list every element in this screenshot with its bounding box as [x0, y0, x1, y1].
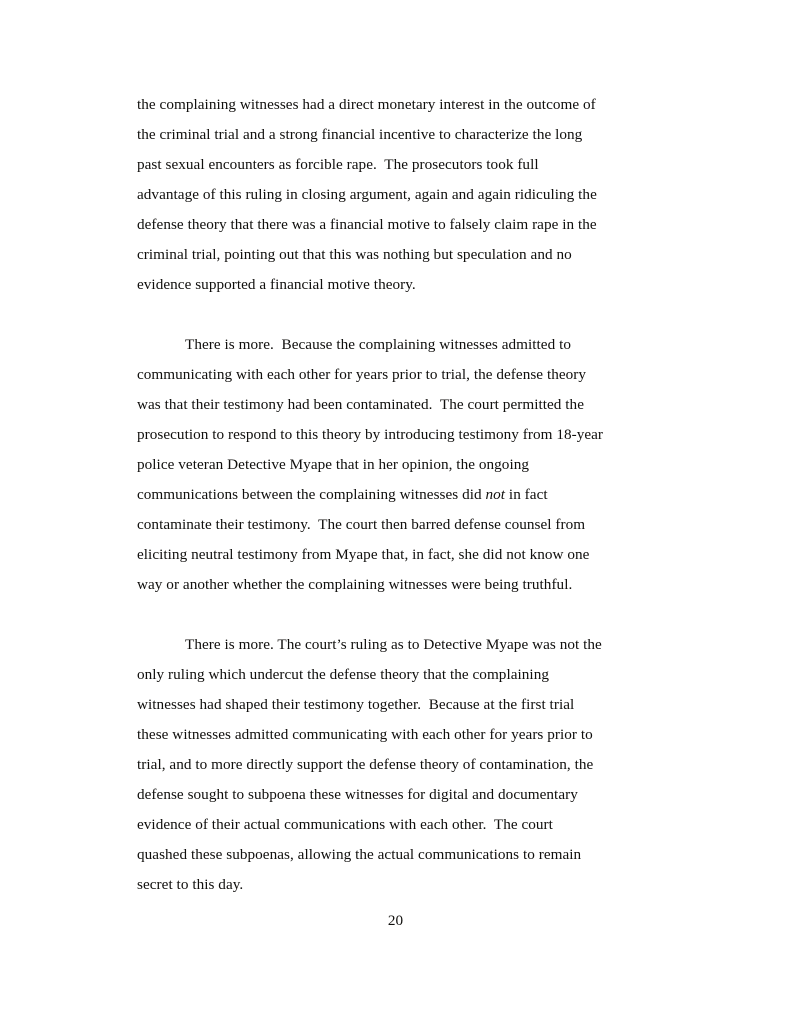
- paragraph-3-line-1: There is more. The court’s ruling as to Detective Myape was not the: [185, 636, 602, 653]
- document-body: [137, 90, 653, 900]
- paragraph-3-line-8: quashed these subpoenas, allowing the actual communications to remain: [137, 846, 582, 863]
- paragraph-3-line-9: secret to this day.: [137, 876, 244, 893]
- paragraph-3-line-4: these witnesses admitted communicating with each other for years prior to: [137, 726, 593, 743]
- paragraph-3-line-3: witnesses had shaped their testimony together. Because at the first trial: [137, 696, 575, 713]
- paragraph-3-line-6: defense sought to subpoena these witnesses for digital and documentary: [137, 786, 578, 803]
- paragraph-2-line-6-before-emphasis: communications between the complaining witnesses did: [137, 486, 486, 503]
- page-number: 20: [387, 912, 404, 929]
- paragraph-2-line-8: eliciting neutral testimony from Myape that, in fact, she did not know one: [137, 546, 590, 563]
- paragraph-1-line-5: defense theory that there was a financial motive to falsely claim rape in the: [137, 216, 597, 233]
- paragraph-2-line-2: communicating with each other for years prior to trial, the defense theory: [137, 366, 587, 383]
- paragraph-1-line-7: evidence supported a financial motive theory.: [137, 276, 416, 293]
- paragraph-1-line-2: the criminal trial and a strong financial incentive to characterize the long: [137, 126, 583, 143]
- paragraph-1-line-1: the complaining witnesses had a direct monetary interest in the outcome of: [137, 96, 596, 113]
- paragraph-2-line-6-after-emphasis: in fact: [505, 486, 548, 503]
- body-paragraph-1: [137, 90, 653, 300]
- paragraph-2-line-1: There is more. Because the complaining witnesses admitted to: [185, 336, 572, 353]
- paragraph-2-line-5: police veteran Detective Myape that in her opinion, the ongoing: [137, 456, 529, 473]
- paragraph-1-line-6: criminal trial, pointing out that this was nothing but speculation and no: [137, 246, 572, 263]
- paragraph-2-line-4: prosecution to respond to this theory by introducing testimony from 18-year: [137, 426, 604, 443]
- paragraph-2-line-9: way or another whether the complaining witnesses were being truthful.: [137, 576, 573, 593]
- body-paragraph-3: [137, 630, 653, 900]
- paragraph-2-line-3: was that their testimony had been contaminated. The court permitted the: [137, 396, 584, 413]
- paragraph-3-line-7: evidence of their actual communications with each other. The court: [137, 816, 553, 833]
- paragraph-3-line-2: only ruling which undercut the defense theory that the complaining: [137, 666, 549, 683]
- paragraph-1-line-4: advantage of this ruling in closing argument, again and again ridiculing the: [137, 186, 597, 203]
- body-paragraph-2: [137, 330, 653, 600]
- paragraph-3-line-5: trial, and to more directly support the defense theory of contamination, the: [137, 756, 594, 773]
- paragraph-1-line-3: past sexual encounters as forcible rape. The prosecutors took full: [137, 156, 539, 173]
- paragraph-2-line-7: contaminate their testimony. The court then barred defense counsel from: [137, 516, 586, 533]
- emphasized-word-not: not: [485, 486, 506, 503]
